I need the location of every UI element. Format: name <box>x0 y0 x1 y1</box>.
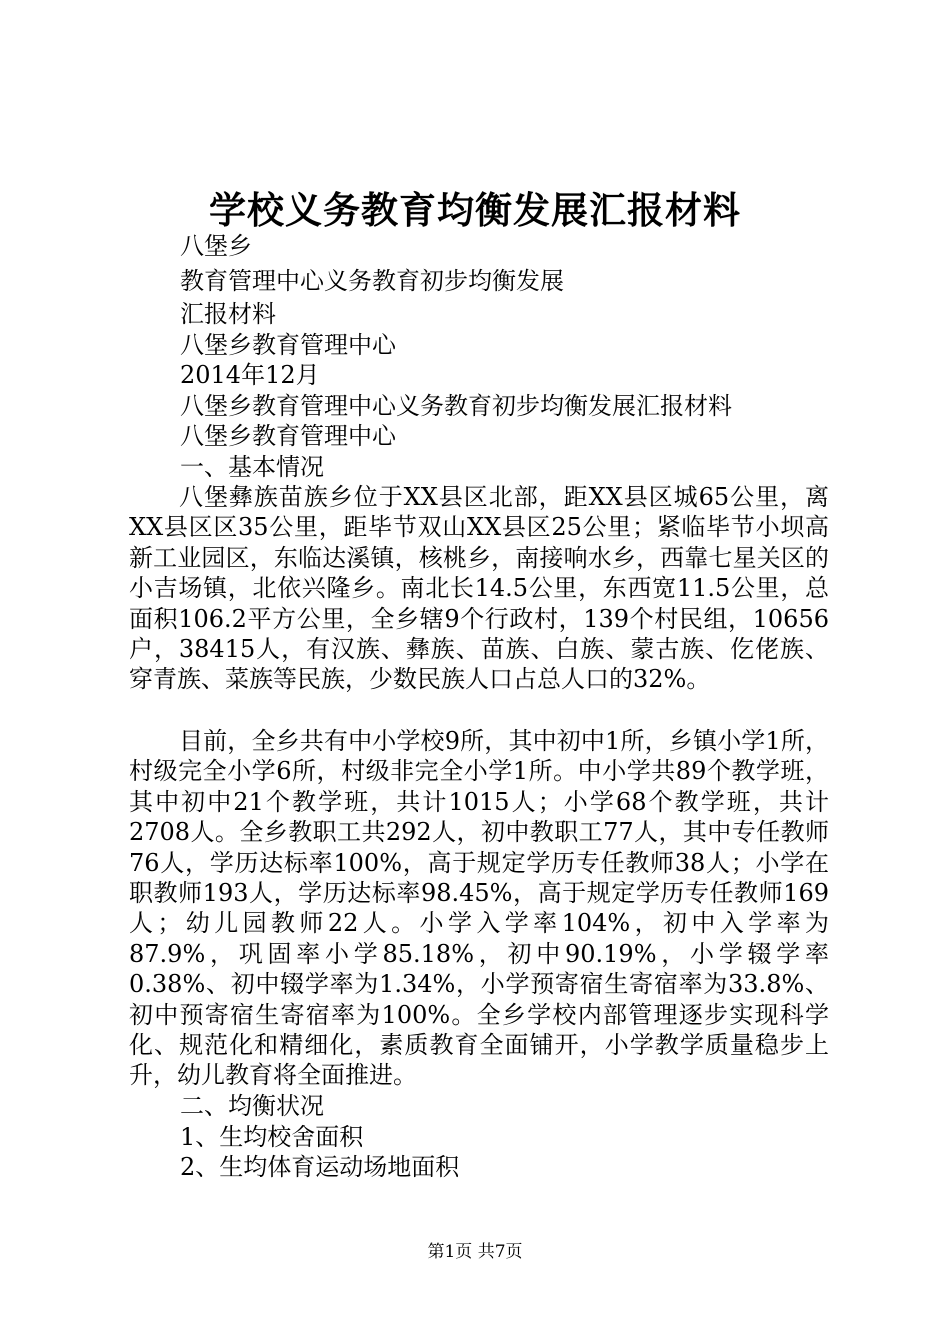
header-line-org-repeat: 八堡乡教育管理中心 <box>180 422 396 450</box>
header-line-full-title: 八堡乡教育管理中心义务教育初步均衡发展汇报材料 <box>180 392 732 420</box>
header-line-date: 2014年12月 <box>180 361 320 389</box>
header-line-report: 汇报材料 <box>180 300 276 328</box>
section-item-building-area: 1、生均校舍面积 <box>180 1123 364 1151</box>
header-line-subject: 教育管理中心义务教育初步均衡发展 <box>180 267 564 295</box>
paragraph-schools: 目前，全乡共有中小学校9所，其中初中1所，乡镇小学1所，村级完全小学6所，村级非完全小学1所。中小学共89个教学班，其中初中21个教学班，共计1015人；小学68个教学班，共计2708人。全乡教职工共292人，初中教职工77人，其中专任教师76人，学历达标率100%，高于规定学历专任教师38人；小学在职教师193人，学历达标率98.45%，高于规定学历专任教师169人；幼儿园教师22人。小学入学率104%，初中入学率为87.9%，巩固率小学85.18%，初中90.19%，小学辍学率0.38%、初中辍学率为1.34%，小学预寄宿生寄宿率为33.8%、初中预寄宿生寄宿率为100%。全乡学校内部管理逐步实现科学化、规范化和精细化，素质教育全面铺开，小学教学质量稳步上升，幼儿教育将全面推进。 <box>129 727 829 1090</box>
section-item-sports-area: 2、生均体育运动场地面积 <box>180 1153 460 1181</box>
page-number-footer: 第1页 共7页 <box>427 1242 523 1262</box>
document-title: 学校义务教育均衡发展汇报材料 <box>209 188 741 232</box>
section-heading-balance: 二、均衡状况 <box>180 1092 324 1120</box>
section-heading-basic: 一、基本情况 <box>180 453 324 481</box>
header-line-org: 八堡乡教育管理中心 <box>180 331 396 359</box>
paragraph-basic-info: 八堡彝族苗族乡位于XX县区北部，距XX县区城65公里，离XX县区区35公里，距毕节双山XX县区25公里；紧临毕节小坝高新工业园区，东临达溪镇，核桃乡，南接响水乡，西靠七星关区的小吉场镇，北依兴隆乡。南北长14.5公里，东西宽11.5公里，总面积106.2平方公里，全乡辖9个行政村，139个村民组，10656户，38415人，有汉族、彝族、苗族、白族、蒙古族、仡佬族、穿青族、菜族等民族，少数民族人口占总人口的32%。 <box>129 483 829 694</box>
header-line-township: 八堡乡 <box>180 232 252 260</box>
